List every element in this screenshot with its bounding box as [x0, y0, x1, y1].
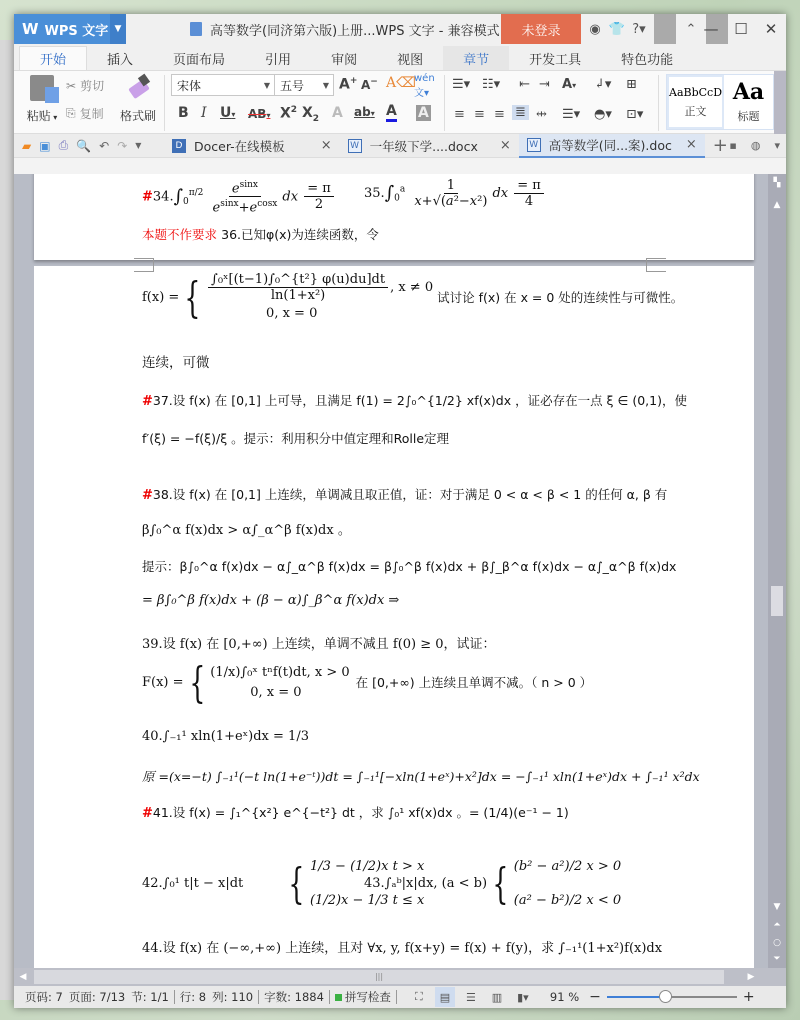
- spell-check-button[interactable]: [332, 989, 394, 1005]
- window-title: [190, 14, 500, 44]
- font-name-value: 宋体: [177, 78, 202, 93]
- scroll-left-arrow[interactable]: ◀: [19, 972, 27, 982]
- text-style-icon[interactable]: A▾: [562, 77, 577, 92]
- problem-37: [142, 392, 687, 411]
- style-gallery-scroll[interactable]: [774, 71, 786, 135]
- app-menu-button[interactable]: [14, 14, 110, 44]
- cut-label: 剪切: [80, 79, 105, 93]
- scroll-up-arrow[interactable]: ▲: [773, 200, 781, 210]
- style-gallery: [666, 74, 774, 130]
- formula-case: (1/2)x − 1/3 t ≤ x: [309, 893, 425, 908]
- h-scroll-thumb[interactable]: |||: [34, 970, 724, 984]
- app-name: WPS 文字: [44, 23, 109, 39]
- open-folder-icon[interactable]: ▰: [22, 138, 32, 153]
- divider: [396, 990, 397, 1004]
- docer-icon: D: [172, 139, 186, 153]
- print-preview-icon[interactable]: 🔍: [76, 138, 92, 153]
- problem-38-hint-cont: = β∫₀^β f(x)dx + (β − α)∫_β^α f(x)dx ⇒: [142, 593, 400, 608]
- grow-font-icon[interactable]: A+: [339, 76, 358, 93]
- skin-icon[interactable]: ◉: [589, 21, 601, 37]
- scroll-down-arrow[interactable]: ▼: [773, 902, 781, 912]
- bullet-list-icon[interactable]: ☰▾: [452, 77, 471, 92]
- word-doc-icon: W: [527, 138, 541, 152]
- doc-tab-docer[interactable]: [164, 134, 340, 158]
- quick-access-toolbar: [14, 138, 164, 153]
- problem-38: [142, 486, 667, 505]
- subscript-icon[interactable]: $X_2$: [302, 105, 320, 124]
- page-7: [34, 266, 754, 968]
- clear-format-icon[interactable]: A⌫: [386, 75, 416, 91]
- formula-case: (1/x)∫₀ˣ tⁿf(t)dt, x > 0: [210, 665, 350, 680]
- pinyin-guide-icon[interactable]: wén 文▾: [414, 73, 435, 99]
- web-view-icon[interactable]: ▥: [491, 990, 503, 1004]
- doc-tab-label: Docer-在线模板: [194, 138, 285, 154]
- status-bar: [14, 986, 786, 1008]
- layout-icon[interactable]: ▪: [729, 139, 737, 152]
- next-page-icon[interactable]: ⏷: [773, 954, 781, 964]
- copy-button[interactable]: [66, 105, 104, 122]
- page-code: 页码: 7: [25, 990, 63, 1004]
- page-corner-mark: [134, 264, 154, 272]
- docer-cloud-icon[interactable]: ◍: [750, 139, 761, 152]
- tab-list-icon[interactable]: ▾: [774, 139, 780, 152]
- problem-text: 38.设 f(x) 在 [0,1] 上连续，单调减且取正值，证：对于满足 0 < α < β < 1 的任何 α, β 有: [152, 487, 668, 502]
- document-workspace: [14, 174, 768, 968]
- spell-check-label: 拼写检查: [344, 990, 391, 1004]
- align-center-icon[interactable]: ≡: [474, 107, 485, 122]
- tab-insert[interactable]: 插入: [107, 52, 134, 68]
- shrink-font-icon[interactable]: A−: [361, 77, 378, 92]
- font-size-select[interactable]: [274, 74, 334, 96]
- close-button[interactable]: ✕: [764, 20, 778, 38]
- divider: [258, 990, 259, 1004]
- format-painter-label: 格式刷: [119, 109, 156, 123]
- star-marker: #: [142, 806, 153, 821]
- justify-icon[interactable]: ≣: [512, 105, 529, 120]
- problem-number: 35.: [364, 186, 385, 201]
- shirt-theme-icon[interactable]: 👕: [608, 21, 626, 37]
- tab-special-features[interactable]: 特色功能: [621, 52, 674, 68]
- close-tab-icon[interactable]: ×: [320, 138, 332, 153]
- font-color-icon[interactable]: A: [386, 103, 397, 122]
- problem-37-line2: [142, 430, 449, 449]
- formula-case: 1/3 − (1/2)x t > x: [309, 859, 425, 874]
- formula-denominator: ln(1+x²): [270, 288, 326, 303]
- problem-41: [142, 804, 569, 823]
- redo-icon[interactable]: ↷: [117, 138, 128, 153]
- format-painter-button[interactable]: [118, 71, 158, 124]
- line-spacing-icon[interactable]: ☰▾: [562, 107, 581, 122]
- highlight-icon[interactable]: ab▾: [354, 105, 375, 119]
- scroll-right-arrow[interactable]: ▶: [747, 972, 755, 982]
- problem-40-solution: 原 =(x=−t) ∫₋₁¹(−t ln(1+e⁻ᵗ))dt = ∫₋₁¹[−xln(1+eˣ)+x²]dx = −∫₋₁¹ xln(1+eˣ)dx + ∫₋₁¹ x²dx: [142, 769, 700, 784]
- formula-case: (a² − b²)/2 x < 0: [513, 893, 622, 908]
- formula-lhs: F(x) =: [142, 675, 184, 690]
- problem-36-intro: [142, 226, 379, 245]
- char-shading-icon[interactable]: A: [418, 105, 429, 121]
- zoom-in-button[interactable]: +: [742, 989, 755, 1005]
- tab-developer[interactable]: 开发工具: [529, 52, 582, 68]
- problem-number: 34.: [152, 189, 174, 205]
- section-indicator: 节: 1/1: [131, 990, 169, 1004]
- problem-text: 42.∫₀¹ t|t − x|dt: [142, 876, 244, 891]
- table-icon[interactable]: ⊞: [626, 77, 637, 92]
- style-label: 正文: [684, 104, 707, 118]
- scroll-thumb[interactable]: [771, 586, 783, 616]
- window-title-text: 高等数学(同济第六版)上册...WPS 文字 - 兼容模式: [210, 23, 500, 39]
- problem-44: 44.设 f(x) 在 (−∞,+∞) 上连续，且对 ∀x, y, f(x+y) = f(x) + f(y)，求 ∫₋₁¹(1+x²)f(x)dx: [142, 941, 663, 956]
- problem-text: 试讨论 f(x) 在 x = 0 处的连续性与可微性。: [437, 289, 684, 305]
- tab-review[interactable]: 审阅: [331, 52, 358, 68]
- paste-label: 粘贴: [26, 109, 51, 123]
- align-left-icon[interactable]: ≡: [454, 107, 465, 122]
- underline-icon[interactable]: U▾: [220, 105, 236, 121]
- problem-text: f′(ξ) = −f(ξ)/ξ 。提示：利用积分中值定理和Rolle定理: [142, 431, 450, 446]
- hint-text: 提示：β∫₀^α f(x)dx − α∫_α^β f(x)dx = β∫₀^β f(x)dx + β∫_β^α f(x)dx − α∫_α^β f(x)dx: [142, 559, 677, 574]
- doc-tab-label: 高等数学(同...案).doc: [548, 137, 672, 153]
- problem-34: $\#34.\int_0^{\pi/2}$ $\frac{e^{sinx}}{e^{sinx}+e^{cosx}}$ dx $\frac{= \pi}{2}$: [142, 178, 336, 216]
- outline-view-icon[interactable]: ☰: [465, 990, 476, 1004]
- ribbon-tabs: [14, 44, 786, 70]
- style-preview: AaBbCcD: [669, 85, 723, 99]
- answer-36: 连续，可微: [142, 355, 210, 371]
- font-name-select[interactable]: [171, 74, 275, 96]
- tab-page-layout[interactable]: 页面布局: [173, 52, 226, 68]
- problem-42: 42.∫₀¹ t|t − x|dt { 1/3 − (1/2)x t > x (1/2)x − 1/3 t ≤ x: [142, 859, 425, 908]
- not-required-note: 本题不作要求: [142, 227, 218, 242]
- page-count: 页面: 7/13: [68, 990, 126, 1004]
- tab-home[interactable]: 开始: [19, 46, 87, 70]
- increase-indent-icon[interactable]: ⇥: [539, 77, 550, 92]
- wps-writer-window: [14, 14, 786, 1008]
- customize-qa-dropdown[interactable]: ▼: [135, 141, 142, 150]
- problem-39: 39.设 f(x) 在 [0,+∞) 上连续，单调不减且 f(0) ≥ 0，试证：: [142, 637, 496, 652]
- word-doc-icon: W: [348, 139, 362, 153]
- tab-bar-tools: [729, 139, 780, 152]
- app-menu-dropdown[interactable]: ▼: [110, 14, 126, 44]
- quick-access-and-document-tabs: [14, 134, 786, 158]
- style-normal[interactable]: [667, 75, 724, 129]
- new-tab-button[interactable]: +: [712, 135, 728, 156]
- column-indicator: 列: 110: [212, 990, 254, 1004]
- undo-icon[interactable]: ↶: [99, 138, 110, 153]
- login-button[interactable]: 未登录: [501, 14, 581, 44]
- chevron-down-icon: ▼: [322, 80, 329, 90]
- problem-35: $35.\int_0^a$ $\frac{1}{\text{x+√(a²−x²)}}$ dx $\frac{= \pi}{4}$: [364, 178, 546, 209]
- superscript-icon[interactable]: $X^2$: [280, 105, 298, 122]
- star-marker: #: [142, 189, 153, 205]
- page-view-icon[interactable]: ▤: [435, 987, 455, 1007]
- style-preview: Aa: [732, 79, 765, 105]
- collapse-ribbon-icon[interactable]: ⌃: [685, 21, 697, 37]
- zoom-slider-fill: [607, 996, 663, 998]
- divider: [164, 75, 165, 131]
- window-controls: [696, 14, 786, 44]
- align-right-icon[interactable]: ≡: [494, 107, 505, 122]
- close-tab-icon[interactable]: ×: [499, 138, 511, 153]
- tab-view[interactable]: 视图: [397, 52, 424, 68]
- problem-38-hint: [142, 558, 676, 577]
- star-marker: #: [142, 394, 153, 409]
- spell-check-indicator-icon: [335, 994, 342, 1001]
- zoom-slider[interactable]: [607, 996, 737, 998]
- copy-label: 复制: [79, 107, 104, 121]
- problem-text: 36.已知φ(x)为连续函数，令: [221, 227, 379, 242]
- divider: [444, 75, 445, 131]
- divider: [329, 990, 330, 1004]
- reading-mode-icon[interactable]: ▮▾: [517, 990, 529, 1004]
- doc-tab-label: 一年级下学....docx: [369, 138, 478, 154]
- tab-section[interactable]: 章节: [443, 46, 509, 70]
- strikethrough-icon[interactable]: AB▾: [248, 107, 271, 121]
- problem-text: 37.设 f(x) 在 [0,1] 上可导，且满足 f(1) = 2∫₀^{1/2} xf(x)dx ，证必存在一点 ξ ∈ (0,1)，使: [152, 393, 687, 408]
- row-indicator: 行: 8: [179, 990, 207, 1004]
- divider: [654, 14, 676, 44]
- divider: [174, 990, 175, 1004]
- paste-button[interactable]: 粘贴 ▾: [22, 71, 62, 124]
- help-icon[interactable]: ?▾: [632, 21, 646, 37]
- maximize-button[interactable]: ☐: [734, 20, 748, 38]
- horizontal-scrollbar[interactable]: [14, 968, 786, 986]
- zoom-level[interactable]: 91 %: [549, 990, 580, 1004]
- numbered-list-icon[interactable]: ☷▾: [482, 77, 501, 92]
- text-effect-icon[interactable]: A: [332, 105, 343, 121]
- page-corner-mark: [646, 264, 666, 272]
- previous-page-icon[interactable]: ⏶: [773, 920, 781, 930]
- doc-tab-first-grade[interactable]: [340, 134, 519, 158]
- problem-43: 43.∫ₐᵇ|x|dx, (a < b) { (b² − a²)/2 x > 0 (a² − b²)/2 x < 0: [364, 859, 622, 908]
- problem-38-inequality: β∫₀^α f(x)dx > α∫_α^β f(x)dx 。: [142, 523, 351, 538]
- formula-lhs: f(x) =: [142, 289, 180, 305]
- ribbon-home: [14, 70, 786, 134]
- problem-40: 40.∫₋₁¹ xln(1+eˣ)dx = 1/3: [142, 729, 309, 744]
- cut-button[interactable]: [66, 77, 104, 94]
- word-count[interactable]: 字数: 1884: [264, 990, 324, 1004]
- doc-tab-advanced-math[interactable]: [519, 134, 705, 158]
- title-bar: [14, 14, 786, 44]
- problem-39-definition: F(x) = { (1/x)∫₀ˣ tⁿf(t)dt, x > 0 0, x = 0 在 [0,+∞) 上连续且单调不减。（ n > 0 ）: [142, 658, 593, 707]
- italic-icon[interactable]: I: [201, 105, 207, 121]
- bold-icon[interactable]: B: [178, 105, 189, 121]
- paste-icon: [30, 75, 54, 101]
- full-screen-view-icon[interactable]: ⛶: [415, 990, 423, 1003]
- zoom-out-button[interactable]: −: [589, 989, 601, 1005]
- problem-text: 在 [0,+∞) 上连续且单调不减。（ n > 0 ）: [355, 675, 593, 690]
- wps-logo-icon: W: [22, 20, 39, 38]
- problem-text: 43.∫ₐᵇ|x|dx, (a < b): [364, 876, 488, 891]
- divider: [658, 75, 659, 131]
- format-painter-icon: [126, 75, 150, 101]
- vertical-scrollbar[interactable]: [768, 174, 786, 968]
- distribute-icon[interactable]: ⇹: [536, 107, 547, 122]
- style-heading[interactable]: [724, 75, 773, 129]
- formula-case: 0, x = 0: [250, 685, 302, 700]
- formula-case: 0, x = 0: [266, 306, 318, 321]
- copy-icon: ⎘: [66, 106, 76, 120]
- tab-references[interactable]: 引用: [265, 52, 292, 68]
- problem-text: 41.设 f(x) = ∫₁^{x²} e^{−t²} dt ，求 ∫₀¹ xf(x)dx 。= (1/4)(e⁻¹ − 1): [152, 805, 569, 820]
- formula-case: (b² − a²)/2 x > 0: [513, 859, 622, 874]
- split-icon[interactable]: ▚: [773, 178, 781, 188]
- close-tab-icon[interactable]: ×: [685, 137, 697, 152]
- paragraph-mark-icon[interactable]: ↲▾: [594, 77, 612, 92]
- formula-condition: , x ≠ 0: [390, 279, 434, 295]
- style-label: 标题: [737, 110, 760, 123]
- zoom-slider-knob[interactable]: [659, 990, 672, 1003]
- chevron-down-icon: ▼: [263, 80, 270, 90]
- borders-icon[interactable]: ⊡▾: [626, 107, 644, 122]
- print-icon[interactable]: ⎙: [58, 138, 69, 152]
- star-marker: #: [142, 488, 153, 503]
- minimize-button[interactable]: —: [703, 20, 719, 38]
- problem-36-definition: f(x) = { $\frac{\text{∫₀ˣ[(t−1)∫₀\textasciicircum{}\{t²\} φ(u)du]dt}}{\text{ln(1+x²)}}$ , x ≠ 0 0, x = 0 试讨论 f(x) 在 x = 0 处的连续性与可微性。: [142, 272, 684, 322]
- scissors-icon: ✂: [66, 78, 77, 93]
- document-icon: [190, 22, 202, 36]
- font-size-value: 五号: [280, 78, 305, 93]
- formula-numerator: ∫₀ˣ[(t−1)∫₀^{t²} φ(u)du]dt: [208, 272, 388, 288]
- save-icon[interactable]: ▣: [39, 138, 51, 153]
- shading-icon[interactable]: ◓▾: [594, 107, 612, 122]
- page-6: [34, 174, 754, 260]
- decrease-indent-icon[interactable]: ⇤: [519, 77, 530, 92]
- browse-object-icon[interactable]: ○: [773, 938, 781, 948]
